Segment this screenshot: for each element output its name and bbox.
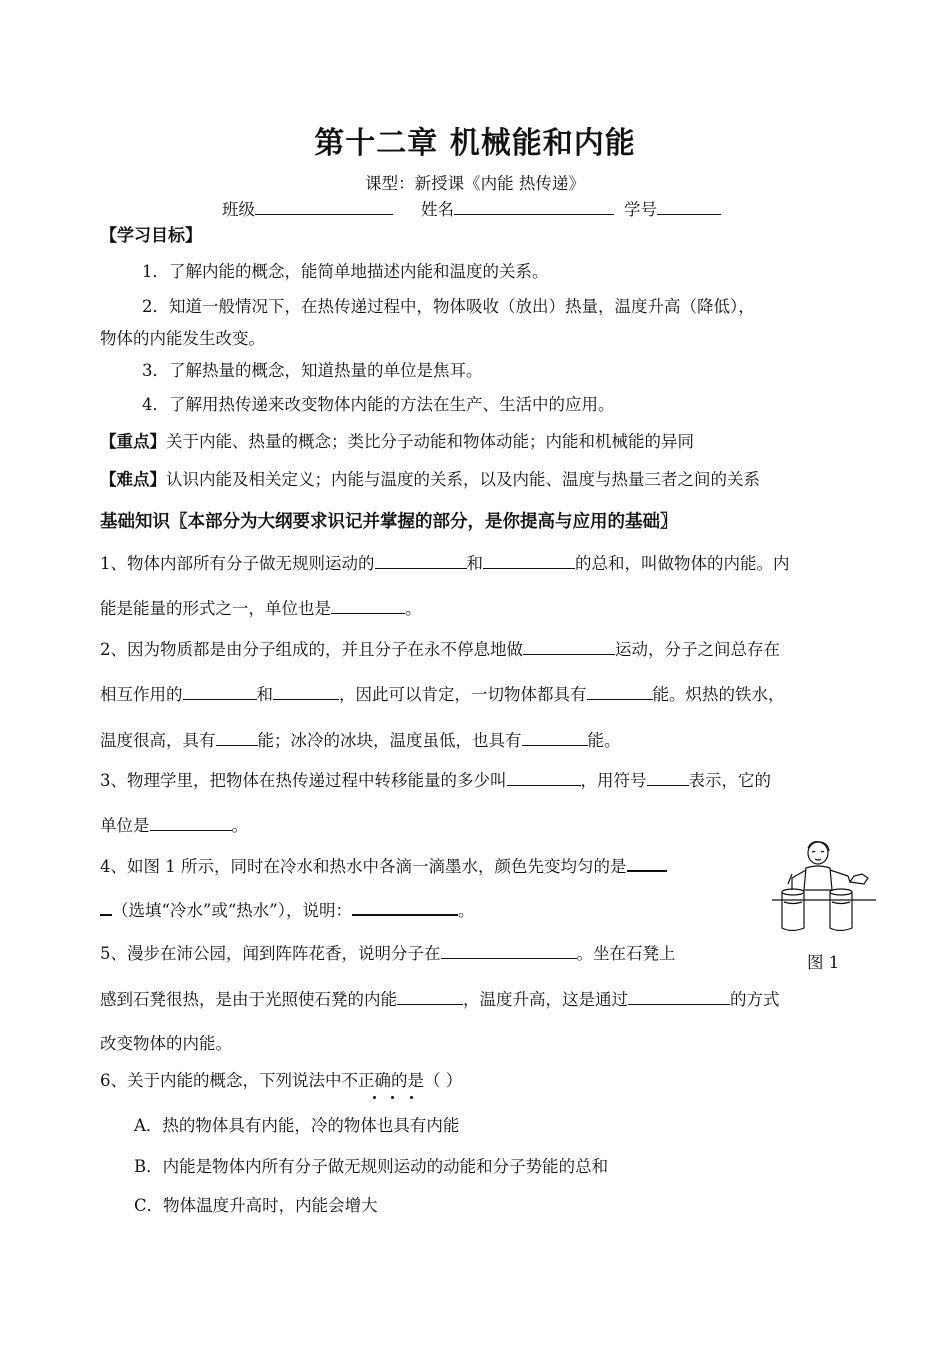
question-4-line-2 — [100, 899, 475, 921]
objective-3: 3．了解热量的概念，知道热量的单位是焦耳。 — [142, 361, 483, 380]
q3-text-c: 表示，它的 — [688, 771, 771, 790]
difficulties-text: 认识内能及相关定义；内能与温度的关系，以及内能、温度与热量三者之间的关系 — [166, 470, 760, 489]
q2-text-b: 运动，分子之间总存在 — [615, 640, 780, 659]
objectives-heading: 【学习目标】 — [100, 226, 202, 246]
name-field[interactable] — [454, 199, 614, 215]
q3-text-a: 3、物理学里，把物体在热传递过程中转移能量的多少叫 — [100, 771, 507, 790]
q5-blank-1[interactable] — [441, 943, 577, 959]
q2-blank-4[interactable] — [587, 684, 653, 700]
emphasis-dot — [372, 1095, 378, 1101]
emphasis-dot — [390, 1095, 396, 1101]
key-points-label: 【重点】 — [100, 432, 166, 451]
basics-heading: 基础知识〖本部分为大纲要求识记并掌握的部分，是你提高与应用的基础〗 — [100, 512, 678, 532]
q3-blank-3[interactable] — [150, 815, 232, 831]
question-5-line-3: 改变物体的内能。 — [100, 1034, 232, 1053]
q5-text-e: 的方式 — [730, 990, 780, 1009]
figure-caption: 图 1 — [807, 953, 840, 972]
q2-text-h: 能；冰冷的冰块，温度虽低，也具有 — [257, 731, 522, 750]
student-info-line — [222, 199, 721, 220]
q2-blank-5[interactable] — [216, 730, 258, 746]
q4-blank-1[interactable] — [627, 855, 667, 872]
question-3-line-2 — [100, 815, 248, 836]
q2-blank-3[interactable] — [273, 684, 339, 700]
q1-text-e: 。 — [405, 599, 422, 618]
class-field[interactable] — [255, 199, 393, 215]
q1-text-a: 1、物体内部所有分子做无规则运动的 — [100, 554, 375, 573]
emphasis-dot — [409, 1095, 415, 1101]
question-2-line-1 — [100, 639, 780, 660]
q2-blank-6[interactable] — [522, 730, 588, 746]
question-6-stem: 6、关于内能的概念，下列说法中不正确的是（ ） — [100, 1071, 463, 1090]
q2-text-d: 和 — [256, 685, 273, 704]
q1-text-b: 和 — [466, 554, 483, 573]
id-label: 学号 — [624, 200, 657, 219]
q3-text-e: 。 — [231, 816, 248, 835]
q1-blank-1[interactable] — [375, 553, 467, 569]
q3-text-b: ，用符号 — [580, 771, 647, 790]
id-field[interactable] — [657, 199, 721, 215]
q4-blank-1-cont[interactable] — [100, 899, 112, 916]
q3-blank-2[interactable] — [647, 770, 689, 786]
q5-text-a: 5、漫步在沛公园，闻到阵阵花香，说明分子在 — [100, 944, 441, 963]
figure-1-illustration — [768, 838, 880, 934]
q6-option-a[interactable]: A．热的物体具有内能，冷的物体也具有内能 — [134, 1116, 460, 1135]
q5-blank-3[interactable] — [628, 989, 730, 1005]
q2-text-e: ，因此可以肯定，一切物体都具有 — [339, 685, 587, 704]
q4-text-c: 。 — [458, 901, 475, 920]
q3-blank-1[interactable] — [507, 770, 581, 786]
q1-text-c: 的总和，叫做物体的内能。内 — [575, 554, 790, 573]
difficulties-label: 【难点】 — [100, 470, 166, 489]
q5-text-b: 。坐在石凳上 — [576, 944, 676, 963]
difficulties — [100, 470, 760, 490]
question-2-line-3 — [100, 730, 621, 751]
q2-text-i: 能。 — [587, 731, 621, 750]
objective-4: 4．了解用热传递来改变物体内能的方法在生产、生活中的应用。 — [142, 395, 615, 414]
question-5-line-1 — [100, 943, 676, 964]
q5-blank-2[interactable] — [397, 989, 463, 1005]
q4-text-a: 4、如图 1 所示，同时在冷水和热水中各滴一滴墨水，颜色先变均匀的是 — [100, 857, 627, 876]
q2-text-a: 2、因为物质都是由分子组成的，并且分子在永不停息地做 — [100, 640, 523, 659]
question-1-line-2 — [100, 598, 422, 619]
q4-blank-2[interactable] — [352, 899, 458, 916]
q2-blank-2[interactable] — [183, 684, 257, 700]
q2-text-c: 相互作用的 — [100, 685, 183, 704]
q5-text-c: 感到石凳很热，是由于光照使石凳的内能 — [100, 990, 397, 1009]
course-type: 课型：新授课《内能 热传递》 — [365, 174, 585, 193]
question-4-line-1 — [100, 855, 667, 877]
q6-option-b[interactable]: B．内能是物体内所有分子做无规则运动的动能和分子势能的总和 — [134, 1157, 609, 1176]
q6-option-c[interactable]: C．物体温度升高时，内能会增大 — [134, 1196, 378, 1215]
class-label: 班级 — [222, 200, 255, 219]
objective-1: 1．了解内能的概念，能简单地描述内能和温度的关系。 — [142, 262, 549, 281]
objective-2: 2．知道一般情况下，在热传递过程中，物体吸收（放出）热量，温度升高（降低）， — [142, 297, 755, 316]
key-points-text: 关于内能、热量的概念；类比分子动能和物体动能；内能和机械能的异同 — [166, 432, 694, 451]
q2-text-f: 能。炽热的铁水， — [652, 685, 785, 704]
key-points — [100, 432, 694, 452]
q1-text-d: 能是能量的形式之一，单位也是 — [100, 599, 331, 618]
name-label: 姓名 — [421, 200, 454, 219]
objective-2-cont: 物体的内能发生改变。 — [100, 329, 265, 348]
page-title: 第十二章 机械能和内能 — [314, 126, 636, 161]
question-3-line-1 — [100, 770, 771, 791]
q1-blank-3[interactable] — [331, 598, 405, 614]
q3-text-d: 单位是 — [100, 816, 150, 835]
q2-blank-1[interactable] — [523, 639, 615, 655]
q4-text-b: （选填“冷水”或“热水”），说明： — [112, 901, 352, 920]
q5-text-d: ，温度升高，这是通过 — [463, 990, 628, 1009]
question-5-line-2 — [100, 989, 780, 1010]
q1-blank-2[interactable] — [483, 553, 575, 569]
question-2-line-2 — [100, 684, 785, 705]
question-1-line-1 — [100, 553, 790, 574]
q2-text-g: 温度很高，具有 — [100, 731, 216, 750]
